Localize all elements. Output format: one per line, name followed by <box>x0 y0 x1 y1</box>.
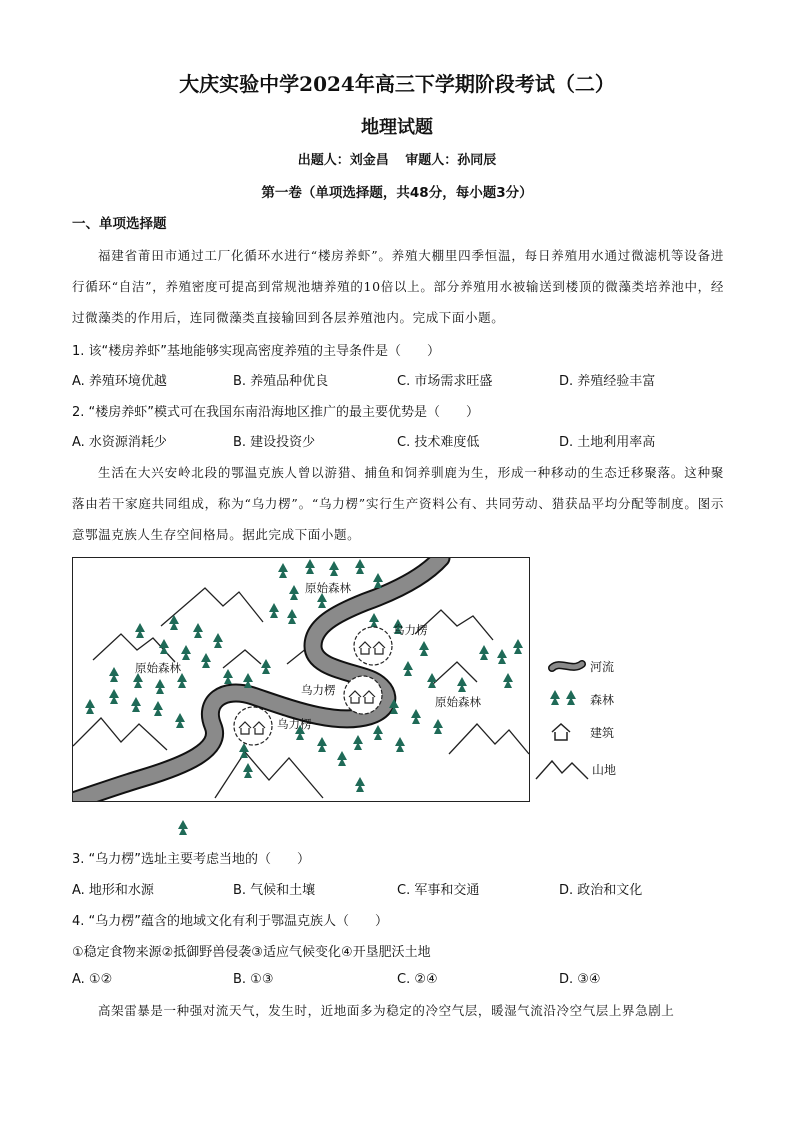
exam-subtitle: 地理试题 <box>361 117 433 138</box>
tree-icon <box>175 713 185 728</box>
legend-forest <box>548 687 668 715</box>
question-4-options <box>72 972 732 992</box>
label-village: 乌力楞 <box>301 683 336 697</box>
mountain-shape <box>73 718 167 750</box>
village-circle <box>344 676 382 714</box>
label-forest-right: 原始森林 <box>435 695 481 709</box>
legend-label: 森林 <box>590 693 615 707</box>
legend-mountain <box>548 755 678 783</box>
tree-icon <box>159 639 169 654</box>
tree-icon <box>403 661 413 676</box>
tree-icon <box>213 633 223 648</box>
passage-thunderstorm <box>72 995 724 1026</box>
option[interactable]: B. 养殖品种优良 <box>233 374 329 389</box>
tree-icon <box>329 561 339 576</box>
question-2-options <box>72 431 732 451</box>
option[interactable]: A. ①② <box>72 972 113 987</box>
legend-building <box>548 720 668 748</box>
tree-icon <box>479 645 489 660</box>
label-forest-left: 原始森林 <box>135 661 181 675</box>
question-4-stem: 4. “乌力楞”蕴含的地域文化有利于鄂温克族人（ ） <box>72 914 389 929</box>
option[interactable]: A. 水资源消耗少 <box>72 435 167 450</box>
section-heading: 一、单项选择题 <box>72 216 167 232</box>
passage-text: 高架雷暴是一种强对流天气，发生时，近地面多为稳定的冷空气层，暖湿气流沿冷空气层上界急剧上 <box>98 1003 675 1018</box>
tree-icon <box>278 563 288 578</box>
option[interactable]: C. 市场需求旺盛 <box>397 374 493 389</box>
tree-icon <box>457 677 467 692</box>
tree-icon <box>261 659 271 674</box>
building-icon <box>548 720 588 744</box>
tree-icon <box>175 819 191 839</box>
tree-icon <box>427 673 437 688</box>
tree-icon <box>411 709 421 724</box>
option[interactable]: B. ①③ <box>233 972 274 987</box>
legend-label: 建筑 <box>590 726 615 740</box>
mountain-shape <box>215 752 323 798</box>
forest-icon <box>548 687 588 711</box>
mountain-shape <box>223 650 261 668</box>
tree-icon <box>269 603 279 618</box>
tree-icon <box>287 609 297 624</box>
tree-icon <box>223 669 233 684</box>
option[interactable]: B. 气候和土壤 <box>233 883 316 898</box>
tree-icon <box>193 623 203 638</box>
passage-shrimp <box>72 240 724 333</box>
option[interactable]: A. 养殖环境优越 <box>72 374 167 389</box>
tree-icon <box>181 645 191 660</box>
option[interactable]: C. 技术难度低 <box>397 435 480 450</box>
tree-icon <box>201 653 211 668</box>
mountain-shape <box>433 662 477 684</box>
tree-icon <box>153 701 163 716</box>
tree-icon <box>373 725 383 740</box>
tree-icon <box>355 777 365 792</box>
tree-icon <box>109 667 119 682</box>
option[interactable]: C. ②④ <box>397 972 438 987</box>
passage-text: 福建省莆田市通过工厂化循环水进行“楼房养虾”。养殖大棚里四季恒温，每日养殖用水通过微滤机等设备进行循环“自洁”，养殖密度可提高到常规池塘养殖的10倍以上。部分养殖用水被输送到楼顶的微藻类培养池中，经过微藻类的作用后，连同微藻类直接输回到各层养殖池内。完成下面小题。 <box>72 248 724 325</box>
tree-icon <box>155 679 165 694</box>
map-drawing <box>73 558 529 801</box>
question-1-options <box>72 370 732 390</box>
exam-title: 大庆实验中学2024年高三下学期阶段考试（二） <box>179 72 615 96</box>
part-heading: 第一卷（单项选择题，共48分，每小题3分） <box>261 185 533 201</box>
tree-icon <box>305 559 315 574</box>
tree-icon <box>85 699 95 714</box>
passage-text: 生活在大兴安岭北段的鄂温克族人曾以游猎、捕鱼和饲养驯鹿为生，形成一种移动的生态迁移聚落。这种聚落由若干家庭共同组成，称为“乌力楞”。“乌力楞”实行生产资料公有、共同劳动、猎获品平均分配等制度。图示意鄂温克族人生存空间格局。据此完成下面小题。 <box>72 465 724 542</box>
option[interactable]: D. 土地利用率高 <box>559 435 656 450</box>
author: 出题人：刘金昌 <box>297 153 389 168</box>
tree-icon <box>317 737 327 752</box>
question-1-stem: 1. 该“楼房养虾”基地能够实现高密度养殖的主导条件是（ ） <box>72 344 441 359</box>
tree-icon <box>337 751 347 766</box>
tree-icon <box>289 585 299 600</box>
label-forest-top: 原始森林 <box>305 581 351 595</box>
tree-icon <box>503 673 513 688</box>
option[interactable]: C. 军事和交通 <box>397 883 480 898</box>
village-circle <box>354 627 392 665</box>
ewenki-space-map <box>72 557 530 802</box>
option[interactable]: B. 建设投资少 <box>233 435 316 450</box>
option[interactable]: D. 政治和文化 <box>559 883 643 898</box>
question-2-stem: 2. “楼房养虾”模式可在我国东南沿海地区推广的最主要优势是（ ） <box>72 405 480 420</box>
tree-icon <box>497 649 507 664</box>
tree-icon <box>243 763 253 778</box>
tree-icon <box>433 719 443 734</box>
mountain-icon <box>534 755 594 783</box>
label-village: 乌力楞 <box>393 623 428 637</box>
tree-icon <box>131 697 141 712</box>
tree-icon <box>369 613 379 628</box>
mountain-shape <box>449 724 529 754</box>
question-3-options <box>72 879 732 899</box>
option[interactable]: D. ③④ <box>559 972 601 987</box>
reviewer: 审题人：孙同辰 <box>405 153 497 168</box>
legend-label: 河流 <box>590 660 615 674</box>
option[interactable]: D. 养殖经验丰富 <box>559 374 656 389</box>
passage-ewenki <box>72 457 724 550</box>
question-4-statements: ①稳定食物来源②抵御野兽侵袭③适应气候变化④开垦肥沃土地 <box>72 945 431 960</box>
authors-line <box>0 149 794 168</box>
tree-icon <box>513 639 523 654</box>
tree-icon <box>135 623 145 638</box>
tree-icon <box>109 689 119 704</box>
tree-icon <box>353 735 363 750</box>
legend-river <box>548 654 668 682</box>
tree-icon <box>419 641 429 656</box>
option[interactable]: A. 地形和水源 <box>72 883 154 898</box>
label-village: 乌力楞 <box>277 717 312 731</box>
river-icon <box>548 654 588 678</box>
village-circle <box>234 707 272 745</box>
legend-label: 山地 <box>592 763 617 777</box>
question-3-stem: 3. “乌力楞”选址主要考虑当地的（ ） <box>72 852 311 867</box>
tree-icon <box>355 559 365 574</box>
tree-icon <box>395 737 405 752</box>
